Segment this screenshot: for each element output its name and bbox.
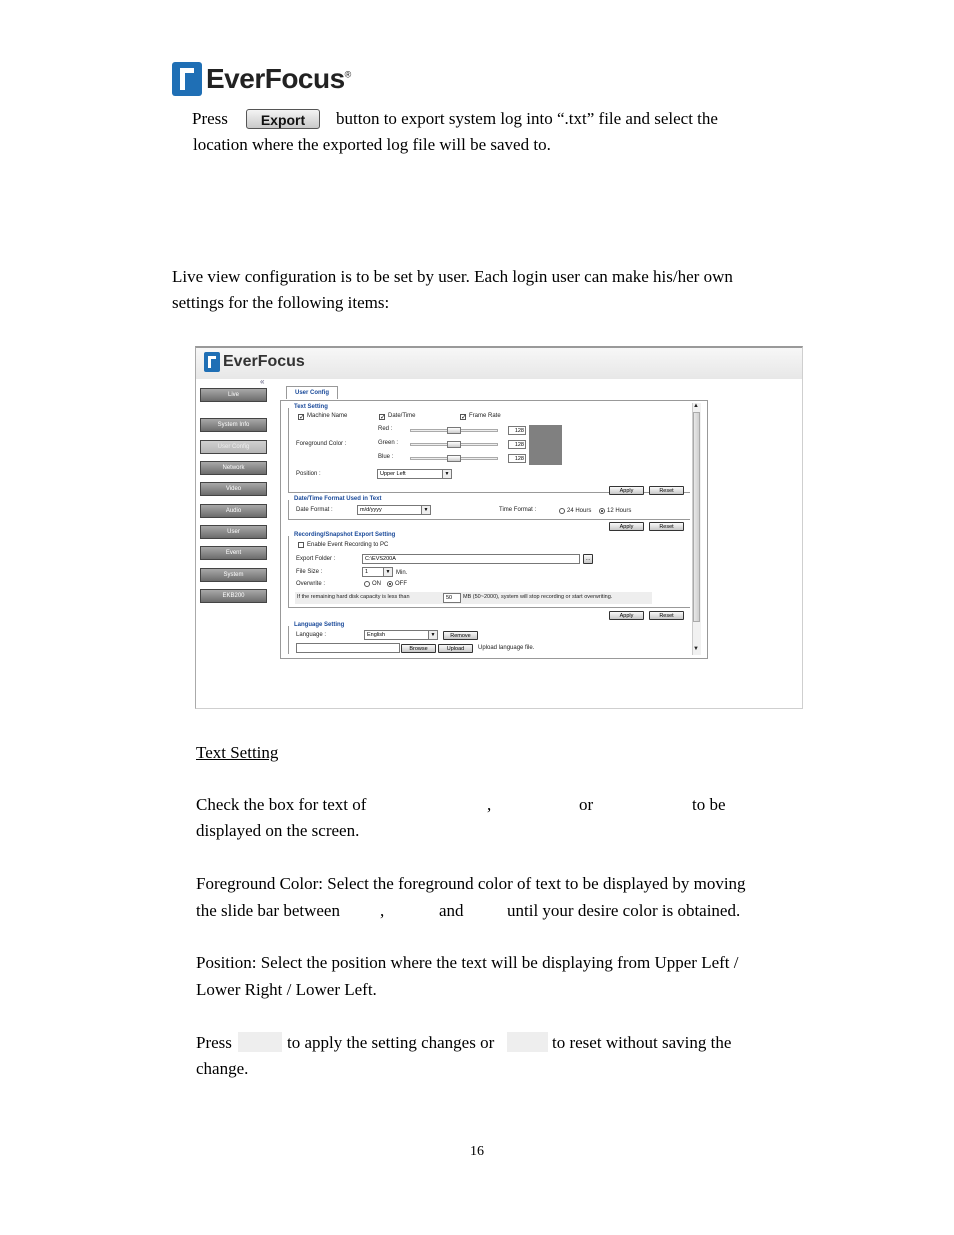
nav-system[interactable]: System	[200, 568, 267, 582]
tab-user-config[interactable]: User Config	[286, 386, 338, 399]
nav-audio[interactable]: Audio	[200, 504, 267, 518]
position-label: Position :	[296, 471, 321, 477]
apply-button[interactable]: Apply	[609, 611, 644, 620]
scroll-down-icon[interactable]: ▼	[693, 646, 699, 652]
24-hours-label: 24 Hours	[567, 508, 592, 514]
intro-line1: Live view configuration is to be set by user. Each login user can make his/her own	[172, 267, 733, 286]
check-line1-a: Check the box for text of	[196, 795, 367, 814]
nav-ekb200[interactable]: EKB200	[200, 589, 267, 603]
upload-button[interactable]: Upload	[438, 644, 473, 653]
everfocus-logo	[172, 62, 351, 96]
nav-user-config[interactable]: User Config	[200, 440, 267, 454]
check-comma: ,	[487, 795, 492, 814]
file-size-label: File Size :	[296, 569, 323, 575]
machine-name-label: Machine Name	[307, 413, 348, 419]
frame-rate-label: Frame Rate	[469, 413, 501, 419]
collapse-icon[interactable]: «	[260, 377, 265, 386]
overwrite-off-radio[interactable]	[387, 581, 393, 587]
export-folder-input[interactable]: C:\EVS200A	[362, 554, 580, 564]
nav-live[interactable]: Live	[200, 388, 267, 402]
remove-button[interactable]: Remove	[443, 631, 478, 640]
apply-button-placeholder	[238, 1032, 282, 1052]
export-button[interactable]: Export	[246, 109, 320, 129]
apply-button[interactable]: Apply	[609, 486, 644, 495]
language-label: Language :	[296, 632, 327, 638]
blue-slider-thumb[interactable]	[447, 455, 461, 462]
text-setting-heading: Text Setting	[196, 743, 279, 762]
check-tobe: to be	[692, 795, 726, 814]
reset-button[interactable]: Reset	[649, 486, 684, 495]
red-value[interactable]: 128	[508, 426, 526, 435]
enable-event-recording-checkbox[interactable]	[298, 542, 304, 548]
pos-line1: Position: Select the position where the text will be displaying from Upper Left /	[196, 953, 739, 972]
notice-pre: If the remaining hard disk capacity is less than	[297, 594, 410, 600]
fg-until: until your desire color is obtained.	[507, 901, 741, 920]
overwrite-on-label: ON	[372, 581, 381, 587]
language-file-input[interactable]	[296, 643, 400, 653]
export-line2: location where the exported log file will be saved to.	[193, 135, 551, 154]
language-select[interactable]: English ▼	[364, 630, 438, 640]
screenshot-logo	[204, 352, 305, 372]
press-line2: change.	[196, 1059, 249, 1078]
nav-system-info[interactable]: System Info	[200, 418, 267, 432]
fg-line1: Foreground Color: Select the foreground color of text to be displayed by moving	[196, 874, 746, 893]
enable-event-recording-label: Enable Event Recording to PC	[307, 542, 389, 548]
machine-name-checkbox[interactable]	[298, 414, 304, 420]
time-format-label: Time Format :	[499, 507, 537, 513]
reset-button[interactable]: Reset	[649, 611, 684, 620]
green-slider-thumb[interactable]	[447, 441, 461, 448]
user-config-screenshot	[195, 346, 803, 709]
12-hours-label: 12 Hours	[607, 508, 632, 514]
screenshot-logo-text: EverFocus	[223, 353, 305, 370]
fg-comma: ,	[380, 901, 385, 920]
datetime-format-title: Date/Time Format Used in Text	[294, 496, 382, 502]
red-slider-thumb[interactable]	[447, 427, 461, 434]
fg-line2-a: the slide bar between	[196, 901, 340, 920]
page-number: 16	[470, 1144, 484, 1159]
notice-post: MB (50~2000), system will stop recording or start overwriting.	[463, 594, 613, 600]
overwrite-off-label: OFF	[395, 581, 407, 587]
press-b: to apply the setting changes or	[287, 1033, 495, 1052]
reset-button-placeholder	[507, 1032, 548, 1052]
everfocus-logo-icon	[204, 352, 220, 372]
chevron-down-icon: ▼	[428, 631, 437, 639]
language-title: Language Setting	[294, 622, 345, 628]
color-preview-swatch	[529, 425, 562, 465]
green-value[interactable]: 128	[508, 440, 526, 449]
logo-text: EverFocus®	[206, 63, 351, 94]
chevron-down-icon: ▼	[421, 506, 430, 514]
foreground-color-label: Foreground Color :	[296, 441, 347, 447]
folder-browse-button[interactable]: ...	[583, 554, 593, 564]
check-or: or	[579, 795, 594, 814]
scrollbar-thumb[interactable]	[693, 412, 700, 622]
file-size-unit: Min.	[396, 570, 408, 576]
frame-rate-checkbox[interactable]	[460, 414, 466, 420]
date-time-checkbox[interactable]	[379, 414, 385, 420]
12-hours-radio[interactable]	[599, 508, 605, 514]
recording-title: Recording/Snapshot Export Setting	[294, 532, 396, 538]
file-size-select[interactable]: 1 ▼	[362, 567, 393, 577]
date-time-label: Date/Time	[388, 413, 416, 419]
date-format-select[interactable]: m/d/yyyy ▼	[357, 505, 431, 515]
nav-user[interactable]: User	[200, 525, 267, 539]
chevron-down-icon: ▼	[442, 470, 451, 478]
reset-button[interactable]: Reset	[649, 522, 684, 531]
export-line1: button to export system log into “.txt” file and select the	[336, 109, 718, 128]
text-setting-section	[288, 408, 690, 493]
intro-line2: settings for the following items:	[172, 293, 390, 312]
browse-button[interactable]: Browse	[401, 644, 436, 653]
check-line2: displayed on the screen.	[196, 821, 360, 840]
overwrite-on-radio[interactable]	[364, 581, 370, 587]
nav-network[interactable]: Network	[200, 461, 267, 475]
nav-video[interactable]: Video	[200, 482, 267, 496]
pos-line2: Lower Right / Lower Left.	[196, 980, 377, 999]
red-label: Red :	[378, 426, 393, 432]
position-select[interactable]: Upper Left ▼	[377, 469, 452, 479]
press-c: to reset without saving the	[552, 1033, 732, 1052]
scroll-up-icon[interactable]: ▲	[693, 403, 699, 409]
overwrite-label: Overwrite :	[296, 581, 326, 587]
24-hours-radio[interactable]	[559, 508, 565, 514]
chevron-down-icon: ▼	[383, 568, 392, 576]
apply-button[interactable]: Apply	[609, 522, 644, 531]
everfocus-logo-icon	[172, 62, 202, 96]
export-press-label: Press	[192, 109, 228, 128]
fg-and: and	[439, 901, 464, 920]
green-label: Green :	[378, 440, 399, 446]
blue-value[interactable]: 128	[508, 454, 526, 463]
export-folder-label: Export Folder :	[296, 556, 336, 562]
nav-event[interactable]: Event	[200, 546, 267, 560]
blue-label: Blue :	[378, 454, 394, 460]
press-a: Press	[196, 1033, 232, 1052]
text-setting-title: Text Setting	[294, 404, 328, 410]
date-format-label: Date Format :	[296, 507, 333, 513]
disk-capacity-input[interactable]: 50	[443, 593, 461, 603]
upload-hint: Upload language file.	[478, 645, 535, 651]
